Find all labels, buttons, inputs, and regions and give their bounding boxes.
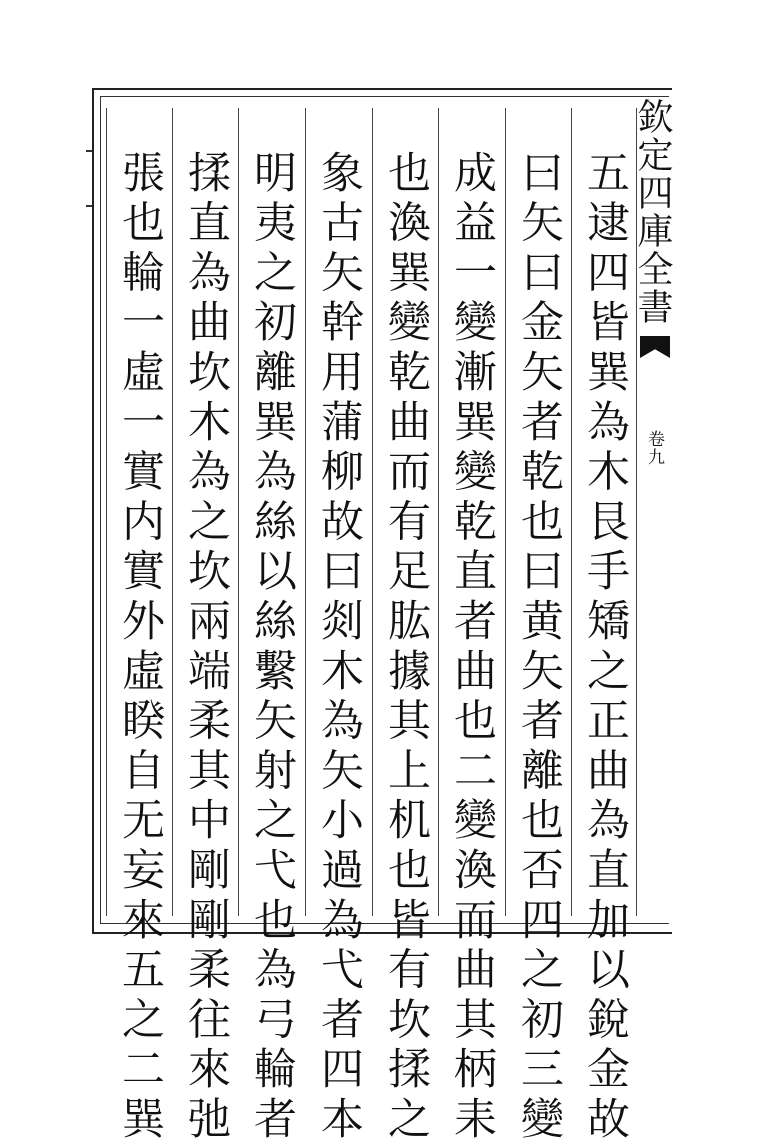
- margin-book-title: 欽定四庫全書: [632, 98, 673, 326]
- text-column-3: 成益一變漸巽變乾直者曲也二變渙而曲其柄耒: [447, 150, 497, 1146]
- column-rule: [372, 108, 373, 916]
- column-rule: [305, 108, 306, 916]
- column-rule: [172, 108, 173, 916]
- column-rule: [238, 108, 239, 916]
- column-rule: [571, 108, 572, 916]
- text-column-5: 象古矢幹用蒲柳故曰剡木為矢小過為弋者四本: [314, 150, 364, 1146]
- edge-mark: [86, 205, 92, 207]
- margin-volume-number: 卷九: [644, 430, 664, 466]
- text-column-2: 曰矢曰金矢者乾也曰黄矢者離也否四之初三變: [514, 150, 564, 1146]
- text-column-7: 揉直為曲坎木為之坎兩端柔其中剛剛柔往來弛: [181, 150, 231, 1146]
- text-column-4: 也渙巽變乾曲而有足肱據其上机也皆有坎揉之: [381, 150, 431, 1146]
- column-rule: [106, 108, 107, 916]
- column-rule: [505, 108, 506, 916]
- text-column-1: 五逮四皆巽為木艮手矯之正曲為直加以銳金故: [580, 150, 630, 1146]
- column-rule: [438, 108, 439, 916]
- text-column-6: 明夷之初離巽為絲以絲繫矢射之弋也為弓輪者: [247, 150, 297, 1146]
- text-column-8: 張也輪一虛一實内實外虛睽自无妄來五之二巽: [115, 150, 165, 1146]
- edge-mark: [86, 150, 92, 152]
